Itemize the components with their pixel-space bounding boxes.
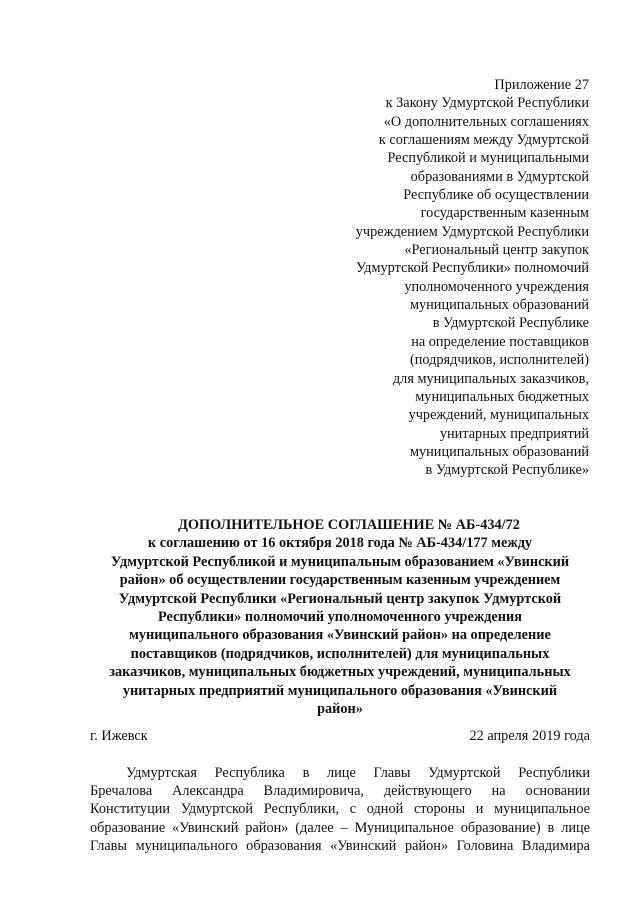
paragraph-line: Удмуртская Республика в лице Главы Удмуртской Республики: [126, 765, 590, 781]
appendix-line: для муниципальных заказчиков,: [392, 370, 589, 387]
appendix-line: «Региональный центр закупок: [404, 242, 589, 259]
appendix-line: муниципальных образований: [409, 443, 589, 460]
place-label: г. Ижевск: [90, 728, 148, 744]
appendix-line: образованиями в Удмуртской: [410, 168, 589, 185]
appendix-line: на определение поставщиков: [411, 333, 589, 350]
title-line: район»: [317, 701, 363, 718]
appendix-line: (подрядчиков, исполнителей): [409, 352, 589, 369]
paragraph-line: Бречалова Александра Владимировича, действующего на основании: [90, 783, 590, 800]
title-line: муниципального образования «Увинский район» на определение: [129, 627, 551, 644]
appendix-line: Приложение 27: [494, 77, 589, 93]
title-line: унитарных предприятий муниципального образования «Увинский: [122, 682, 558, 699]
appendix-header: [259, 76, 589, 480]
appendix-line: в Удмуртской Республике: [432, 315, 589, 332]
title-line: Удмуртской Республикой и муниципальным образованием «Увинский: [110, 553, 570, 570]
appendix-line: муниципальных бюджетных: [415, 388, 589, 405]
agreement-paragraph: [90, 764, 590, 855]
title-line: заказчиков, муниципальных бюджетных учреждений, муниципальных: [109, 664, 571, 681]
appendix-line: к соглашениям между Удмуртской: [378, 132, 589, 149]
appendix-line: к Закону Удмуртской Республики: [385, 95, 589, 112]
appendix-line: учреждений, муниципальных: [408, 407, 589, 424]
title-line: Республики» полномочий уполномоченного учреждения: [158, 609, 522, 626]
document-title: ДОПОЛНИТЕЛЬНОЕ СОГЛАШЕНИЕ № АБ-434/72: [178, 517, 520, 533]
date-label: 22 апреля 2019 года: [469, 728, 590, 744]
appendix-line: «О дополнительных соглашениях: [383, 113, 589, 130]
appendix-line: муниципальных образований: [409, 297, 589, 314]
title-line: Удмуртской Республики «Региональный центр закупок Удмуртской: [118, 590, 562, 607]
appendix-line: уполномоченного учреждения: [404, 278, 589, 295]
appendix-line: унитарных предприятий: [439, 425, 589, 442]
appendix-line: в Удмуртской Республике»: [425, 462, 589, 479]
appendix-line: Удмуртской Республики» полномочий: [356, 260, 589, 277]
place-and-date: [90, 727, 590, 747]
paragraph-line: Главы муниципального образования «Увинский район» Головина Владимира: [90, 837, 590, 854]
appendix-line: учреждением Удмуртской Республики: [355, 223, 589, 240]
appendix-line: Республикой и муниципальными: [387, 150, 589, 167]
agreement-title: [90, 516, 590, 718]
appendix-line: Республике об осуществлении: [403, 187, 589, 204]
title-line: к соглашению от 16 октября 2018 года № АБ-434/177 между: [147, 535, 533, 552]
title-line: поставщиков (подрядчиков, исполнителей) для муниципальных: [130, 645, 550, 662]
paragraph-line: образование «Увинский район» (далее – Муниципальное образование) в лице: [90, 819, 590, 836]
title-line: район» об осуществлении государственным казенным учреждением: [119, 572, 561, 589]
paragraph-line: Конституции Удмуртской Республики, с одной стороны и муниципальное: [90, 801, 590, 818]
appendix-line: государственным казенным: [420, 205, 589, 222]
